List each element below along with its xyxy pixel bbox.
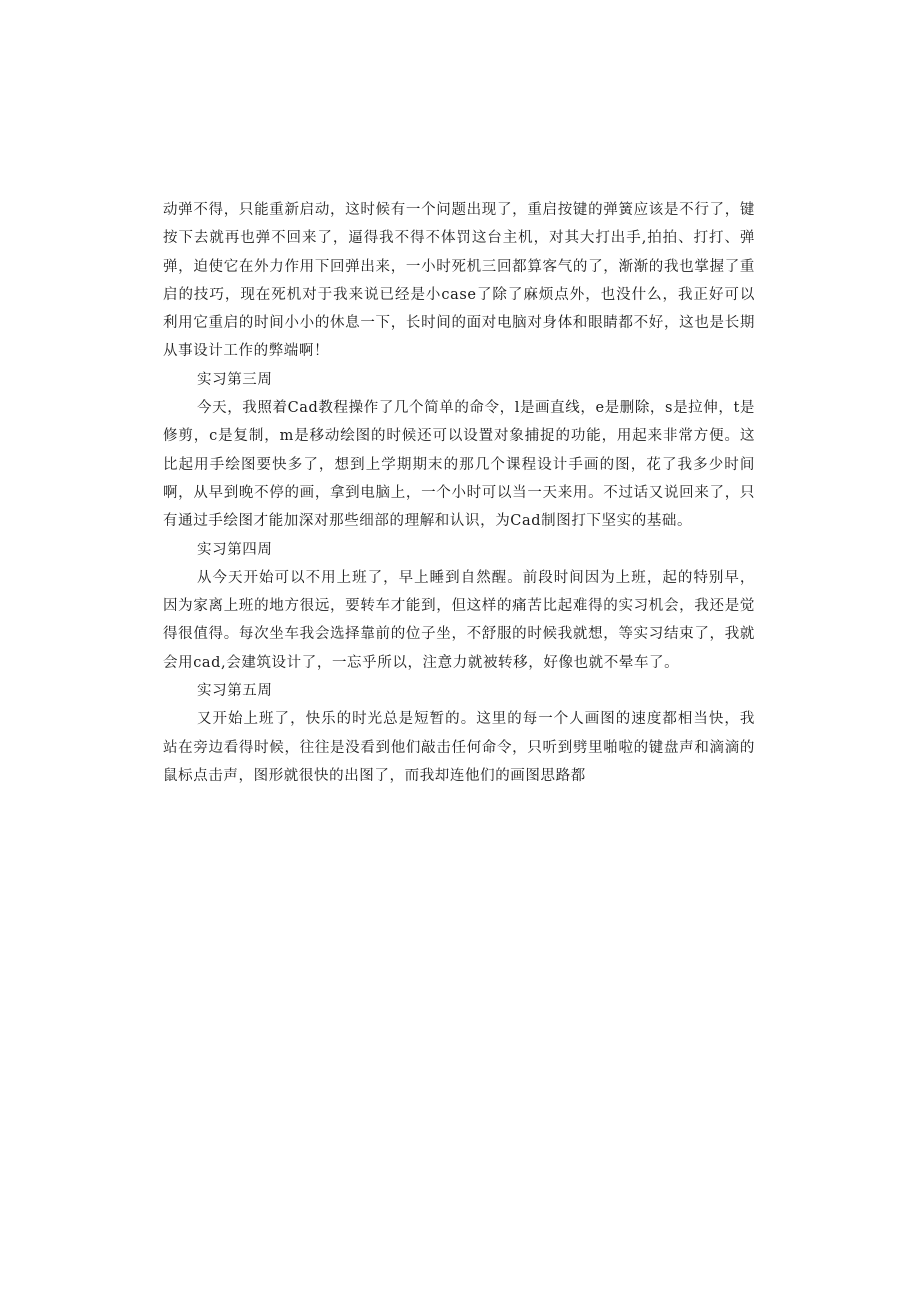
- document-page: [163, 196, 755, 790]
- paragraph-restart-issue: 动弹不得，只能重新启动，这时候有一个问题出现了，重启按键的弹簧应该是不行了，键按下去就再也弹不回来了，逼得我不得不体罚这台主机，对其大打出手,拍拍、打打、弹弹，迫使它在外力作用下回弹出来，一小时死机三回都算客气的了，渐渐的我也掌握了重启的技巧，现在死机对于我来说已经是小case了除了麻烦点外，也没什么，我正好可以利用它重启的时间小小的休息一下，长时间的面对电脑对身体和眼睛都不好，这也是长期从事设计工作的弊端啊！: [163, 202, 755, 360]
- heading-week-4: 实习第四周: [197, 541, 273, 558]
- paragraph-week-3: 今天，我照着Cad教程操作了几个简单的命令，l是画直线，e是删除，s是拉伸，t是修剪，c是复制，m是移动绘图的时候还可以设置对象捕捉的功能，用起来非常方便。这比起用手绘图要快多了，想到上学期期末的那几个课程设计手画的图，花了我多少时间啊，从早到晚不停的画，拿到电脑上，一个小时可以当一天来用。不过话又说回来了，只有通过手绘图才能加深对那些细部的理解和认识，为Cad制图打下坚实的基础。: [163, 400, 756, 530]
- paragraph-week-5: 又开始上班了，快乐的时光总是短暂的。这里的每一个人画图的速度都相当快，我站在旁边看得时候，往往是没看到他们敲击任何命令，只听到劈里啪啦的键盘声和滴滴的鼠标点击声，图形就很快的出图了，而我却连他们的画图思路都: [163, 711, 755, 784]
- heading-week-3: 实习第三周: [197, 371, 273, 388]
- heading-week-5: 实习第五周: [197, 683, 273, 700]
- paragraph-week-4: 从今天开始可以不用上班了，早上睡到自然醒。前段时间因为上班，起的特别早，因为家离上班的地方很远，要转车才能到，但这样的痛苦比起难得的实习机会，我还是觉得很值得。每次坐车我会选择靠前的位子坐，不舒服的时候我就想，等实习结束了，我就会用cad,会建筑设计了，一忘乎所以，注意力就被转移，好像也就不晕车了。: [163, 569, 755, 671]
